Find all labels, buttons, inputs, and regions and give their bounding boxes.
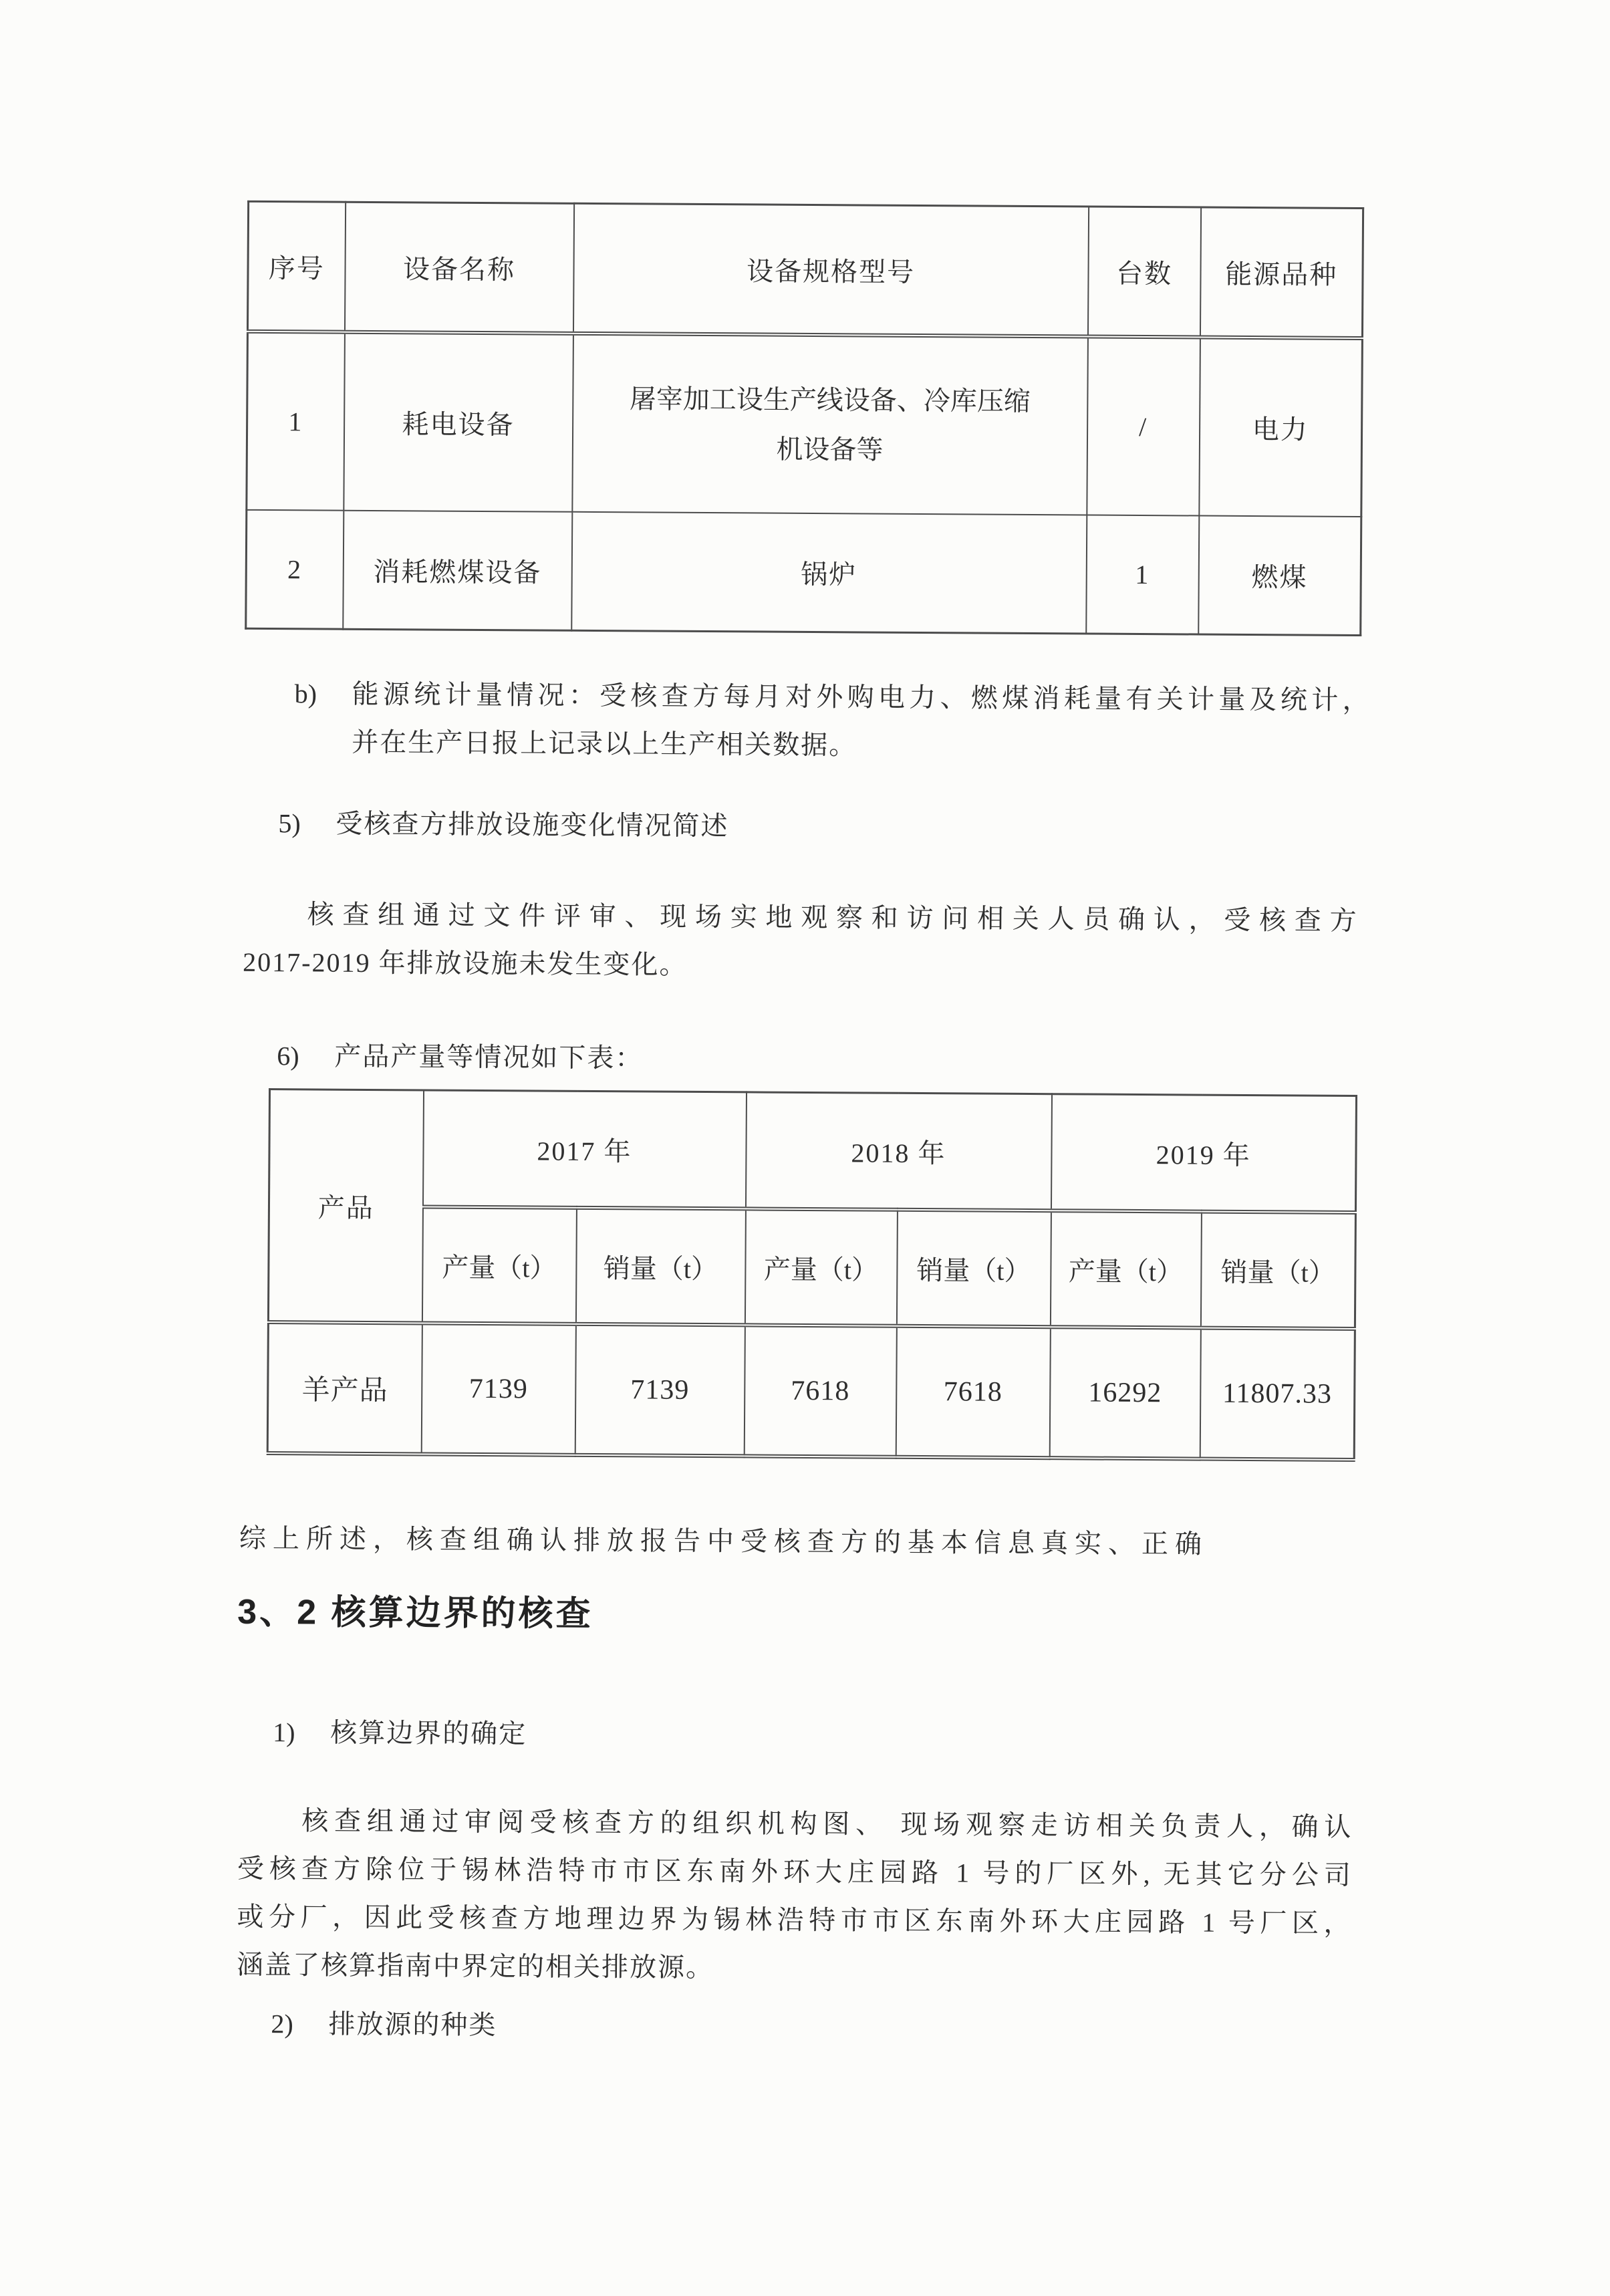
cell-no: 1 bbox=[247, 332, 345, 511]
production-table-year-row bbox=[269, 1090, 1356, 1213]
paragraph-line: 排放源的种类 bbox=[328, 2009, 497, 2041]
list-item-text bbox=[328, 2001, 497, 2050]
paragraph-line: 核算边界的确定 bbox=[330, 1717, 527, 1749]
column-header-count: 台数 bbox=[1087, 207, 1200, 338]
cell-value: 7618 bbox=[744, 1325, 896, 1456]
paragraph-line: 涵盖了核算指南中界定的相关排放源。 bbox=[236, 1949, 714, 1983]
column-header-name: 设备名称 bbox=[344, 202, 573, 334]
list-item-text bbox=[334, 1033, 643, 1083]
column-header-no: 序号 bbox=[247, 201, 345, 332]
cell-product-header: 产品 bbox=[268, 1090, 423, 1323]
paragraph-line: 核查组通过审阅受核查方的组织机构图、 现场观察走访相关负责人，确认 bbox=[301, 1805, 1353, 1842]
cell-count: 1 bbox=[1086, 515, 1199, 635]
cell-value: 7139 bbox=[575, 1324, 745, 1456]
equipment-table bbox=[245, 201, 1364, 636]
cell-spec: 锅炉 bbox=[571, 512, 1087, 634]
cell-year-2019: 2019 年 bbox=[1051, 1094, 1356, 1213]
column-header-energy: 能源品种 bbox=[1200, 207, 1363, 338]
cell-energy: 燃煤 bbox=[1198, 516, 1361, 636]
paragraph-line: 2017-2019 年排放设施未发生变化。 bbox=[243, 946, 688, 980]
cell-product: 羊产品 bbox=[267, 1322, 422, 1454]
list-item-text bbox=[352, 670, 1371, 773]
cell-spec-text: 屠宰加工设生产线设备、冷库压缩机设备等 bbox=[629, 383, 1031, 465]
paragraph-line: 能源统计量情况：受核查方每月对外购电力、燃煤消耗量有关计量及统计， bbox=[352, 678, 1371, 716]
table-row bbox=[246, 510, 1361, 636]
production-table bbox=[267, 1088, 1357, 1462]
paragraph-line: 并在生产日报上记录以上生产相关数据。 bbox=[352, 727, 857, 761]
cell-count: / bbox=[1087, 337, 1200, 516]
cell-name: 耗电设备 bbox=[344, 332, 573, 512]
list-item-text bbox=[330, 1709, 527, 1759]
column-header-sales: 销量（t） bbox=[575, 1208, 745, 1325]
list-marker: b) bbox=[294, 678, 317, 709]
section-heading: 3、2 核算边界的核查 bbox=[237, 1592, 593, 1634]
list-item-2 bbox=[271, 2000, 497, 2049]
cell-name: 消耗燃煤设备 bbox=[343, 511, 572, 631]
cell-energy: 电力 bbox=[1199, 338, 1363, 517]
list-item-6 bbox=[277, 1032, 643, 1082]
cell-value: 7139 bbox=[421, 1323, 575, 1454]
cell-value: 16292 bbox=[1049, 1327, 1200, 1458]
cell-value: 7618 bbox=[896, 1326, 1050, 1458]
cell-value: 11807.33 bbox=[1200, 1328, 1355, 1460]
column-header-output: 产量（t） bbox=[422, 1206, 576, 1323]
column-header-output: 产量（t） bbox=[1050, 1210, 1201, 1327]
list-item-b bbox=[294, 670, 1371, 773]
cell-spec bbox=[572, 334, 1088, 515]
paragraph-line: 受核查方除位于锡林浩特市市区东南外环大庄园路 1 号的厂区外, 无其它分公司 bbox=[237, 1853, 1353, 1890]
paragraph-line: 受核查方排放设施变化情况简述 bbox=[336, 808, 729, 842]
cell-year-2018: 2018 年 bbox=[745, 1092, 1051, 1210]
summary-line: 综上所述，核查组确认排放报告中受核查方的基本信息真实、正确 bbox=[239, 1523, 1209, 1559]
paragraph-line: 产品产量等情况如下表： bbox=[334, 1041, 644, 1073]
list-marker: 5) bbox=[278, 808, 301, 839]
paragraph-line: 核查组通过文件评审、现场实地观察和访问相关人员确认，受核查方 bbox=[307, 899, 1358, 936]
list-marker: 2) bbox=[271, 2009, 293, 2039]
equipment-table-header-row bbox=[247, 201, 1363, 338]
list-marker: 1) bbox=[273, 1717, 295, 1748]
column-header-sales: 销量（t） bbox=[1200, 1212, 1355, 1329]
table-row bbox=[267, 1322, 1355, 1460]
list-marker: 6) bbox=[277, 1041, 299, 1071]
cell-year-2017: 2017 年 bbox=[422, 1090, 746, 1208]
list-item-5 bbox=[278, 799, 728, 850]
production-table-subheader-row bbox=[268, 1206, 1355, 1329]
column-header-sales: 销量（t） bbox=[896, 1210, 1051, 1327]
column-header-spec: 设备规格型号 bbox=[573, 203, 1088, 336]
cell-no: 2 bbox=[246, 510, 344, 629]
paragraph-facility-change bbox=[243, 890, 1358, 993]
table-row bbox=[247, 332, 1363, 517]
column-header-output: 产量（t） bbox=[745, 1208, 897, 1325]
paragraph-boundary bbox=[237, 1797, 1353, 1996]
list-item-text bbox=[336, 800, 728, 851]
paragraph-line: 或分厂，因此受核查方地理边界为锡林浩特市市区东南外环大庄园路 1 号厂区， bbox=[237, 1901, 1352, 1938]
list-item-1 bbox=[273, 1708, 527, 1758]
